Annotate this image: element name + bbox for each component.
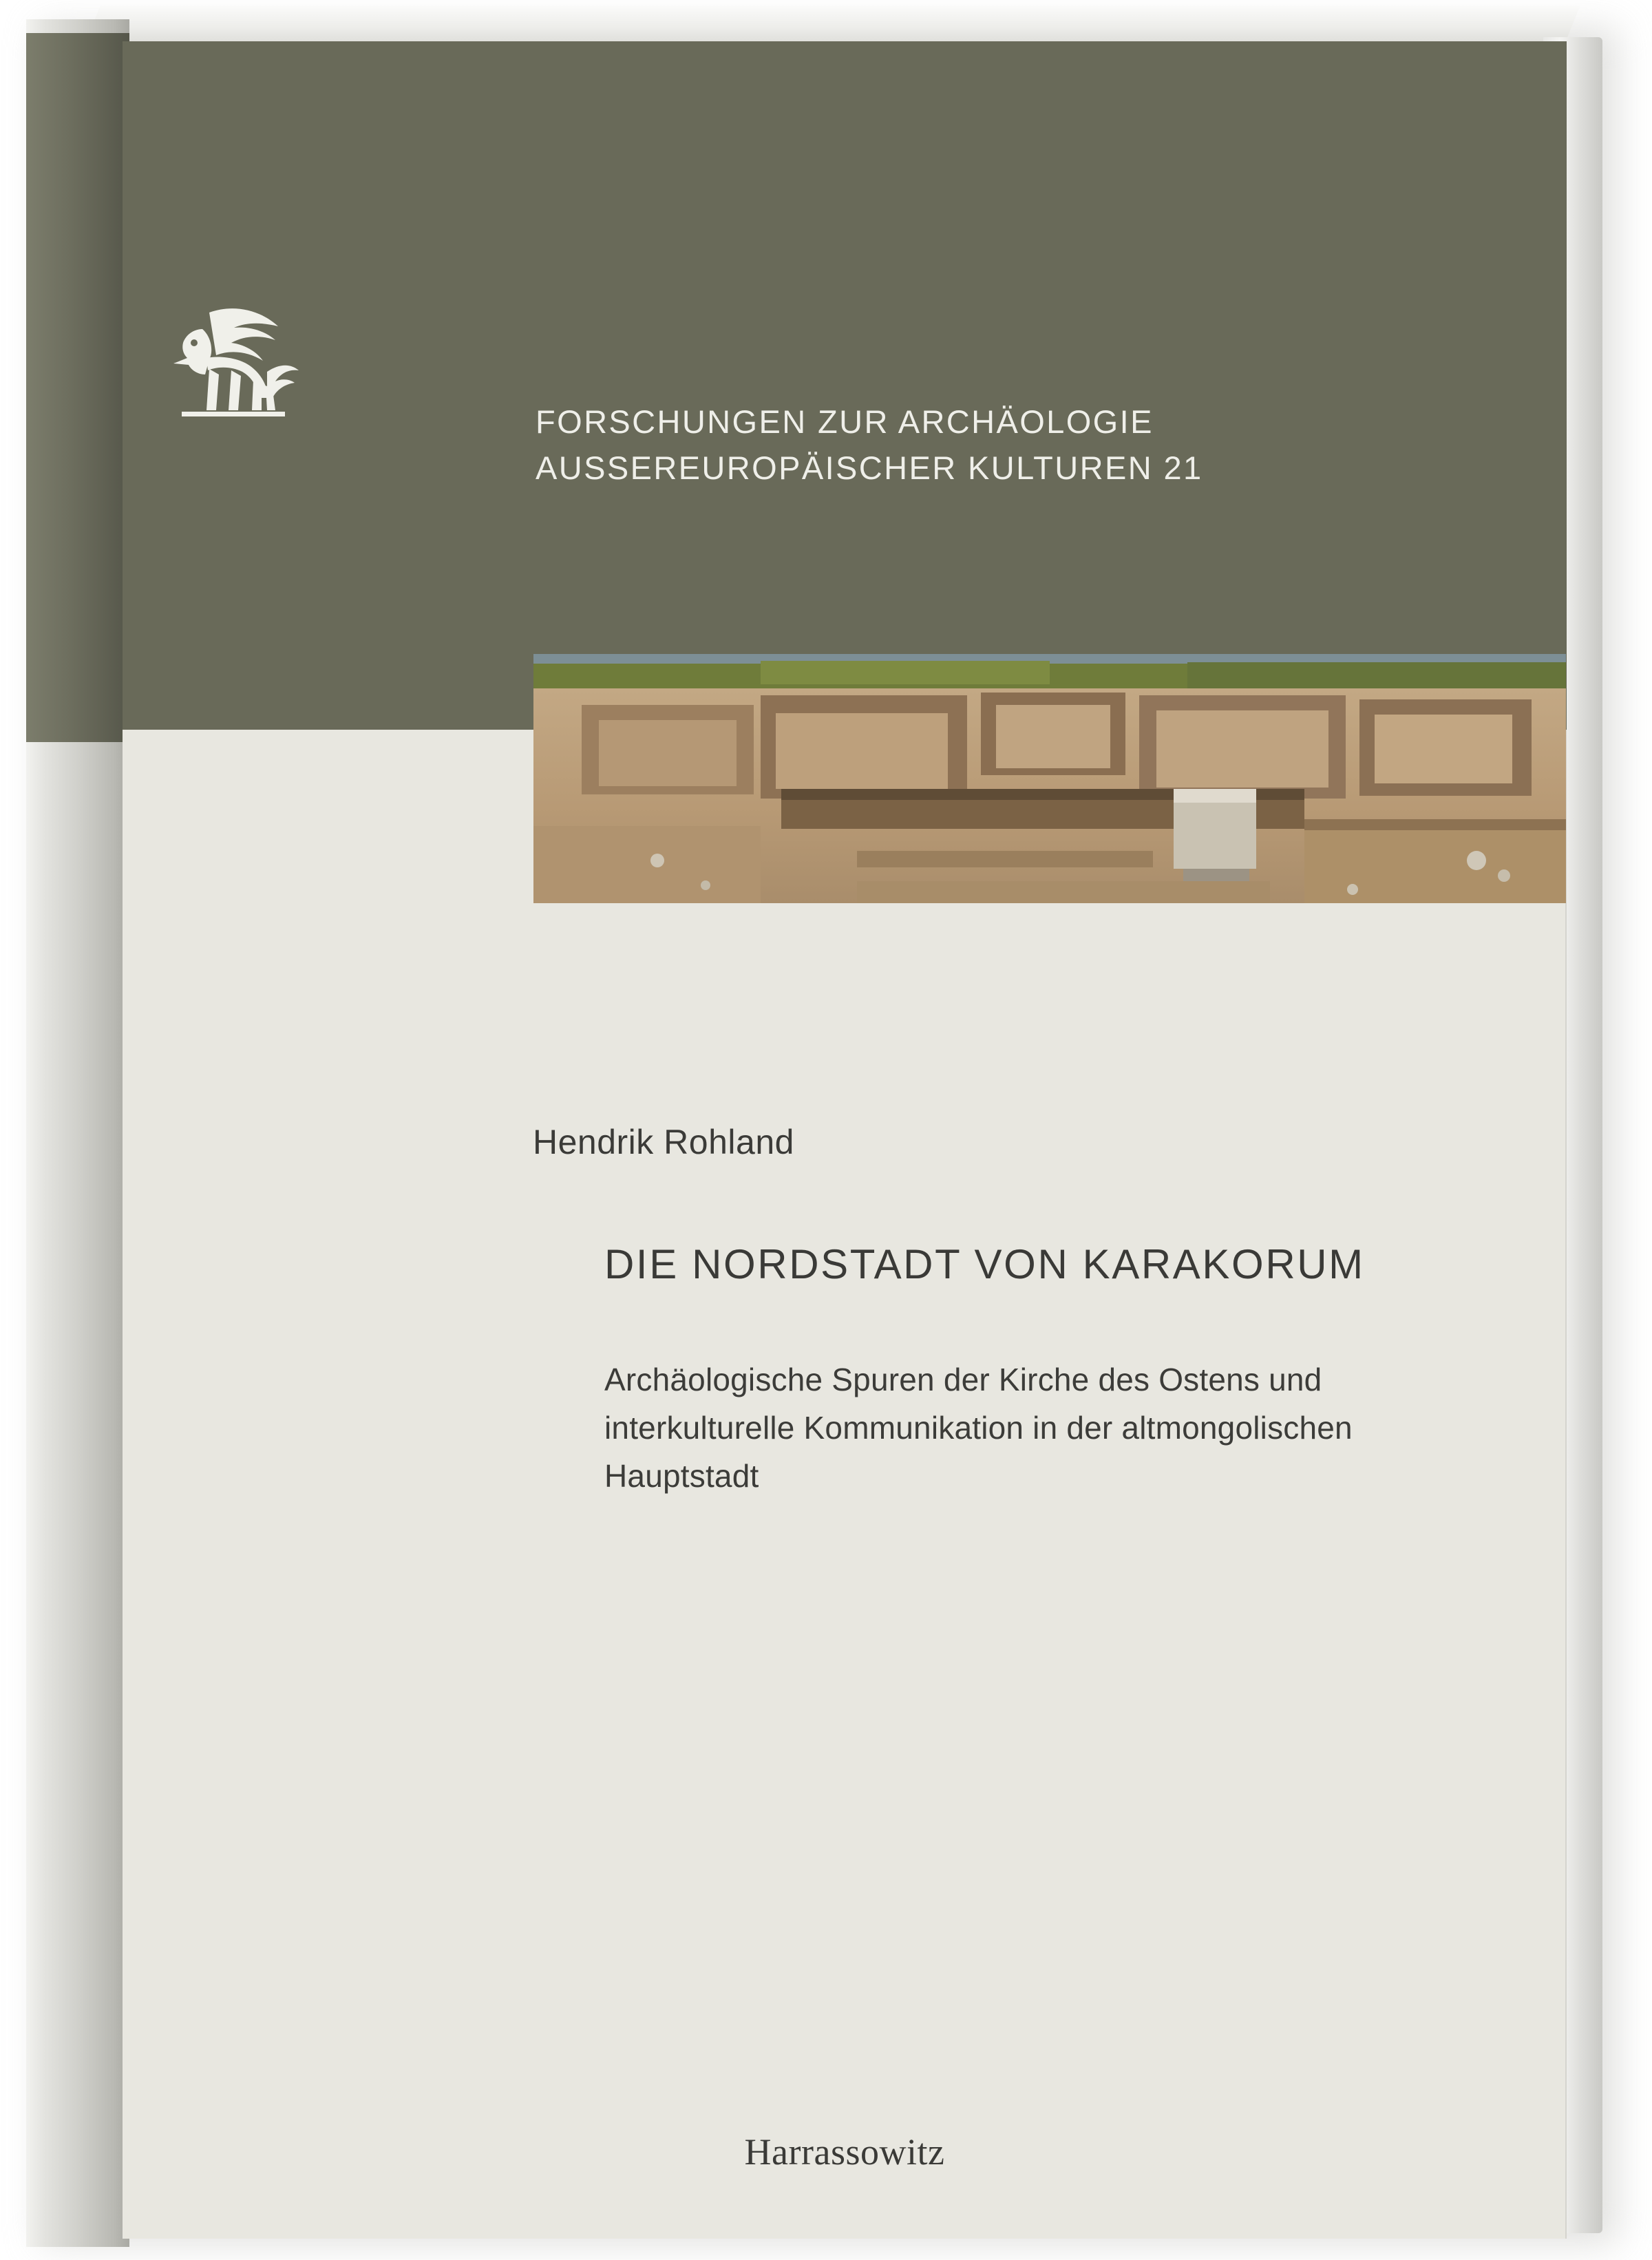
- book-spine: [26, 19, 129, 2247]
- book-subtitle: Archäologische Spuren der Kirche des Ostens und interkulturelle Kommunikation in der altmongolischen Hauptstadt: [604, 1362, 1353, 1494]
- series-title-line-2: AUSSEREUROPÄISCHER KULTUREN 21: [536, 449, 1203, 486]
- publisher-name: Harrassowitz: [744, 2131, 945, 2173]
- cover-olive-band: [123, 41, 1567, 730]
- book-title: DIE NORDSTADT VON KARAKORUM: [604, 1241, 1365, 1287]
- hardcover-book: [26, 6, 1602, 2251]
- series-title-line-1: FORSCHUNGEN ZUR ARCHÄOLOGIE: [536, 403, 1154, 440]
- book-top-page-edge: [84, 6, 1580, 45]
- book-spine-dark-band: [26, 33, 129, 742]
- winged-griffin-emblem: [143, 289, 322, 427]
- series-title: [536, 399, 1396, 491]
- cover-excavation-photo: [533, 654, 1566, 903]
- author-name: Hendrik Rohland: [533, 1123, 794, 1161]
- front-cover: [123, 41, 1567, 2239]
